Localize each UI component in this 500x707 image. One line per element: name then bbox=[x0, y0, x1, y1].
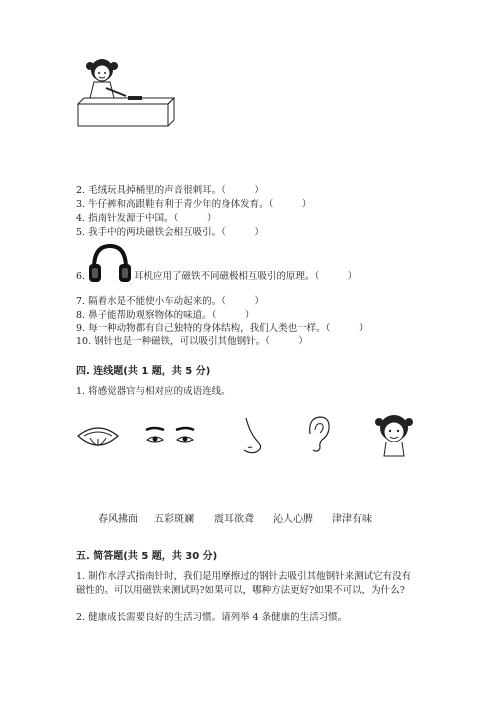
idiom-5: 津津有味 bbox=[332, 514, 372, 525]
section-5-heading: 五. 简答题(共 5 题，共 30 分) bbox=[76, 551, 218, 562]
item-3: 3. 牛仔裤和高跟鞋有利于青少年的身体发育。（ ） bbox=[76, 199, 312, 210]
ear-icon bbox=[304, 414, 332, 454]
headphones-icon bbox=[86, 240, 134, 288]
item-6-text: 耳机应用了磁铁不同磁极相互吸引的原理。（ ） bbox=[134, 271, 358, 282]
eyes-icon bbox=[144, 426, 196, 450]
girl-face-icon bbox=[374, 412, 414, 460]
item-2: 2. 毛绒玩具掉桶里的声音很刺耳。（ ） bbox=[76, 185, 264, 196]
section-5-question-2: 2. 健康成长需要良好的生活习惯。请列举 4 条健康的生活习惯。 bbox=[76, 612, 348, 623]
idiom-4: 沁人心脾 bbox=[273, 514, 313, 525]
item-7: 7. 隔着水是不能使小车动起来的。（ ） bbox=[76, 296, 264, 307]
girl-at-table-illustration bbox=[76, 56, 176, 132]
idiom-1: 春风拂面 bbox=[98, 514, 138, 525]
item-9: 9. 每一种动物都有自己独特的身体结构，我们人类也一样。（ ） bbox=[76, 323, 369, 334]
item-4: 4. 指南针发源于中国。（ ） bbox=[76, 213, 217, 224]
idiom-3: 震耳欲聋 bbox=[214, 514, 254, 525]
mouth-tongue-icon bbox=[74, 418, 122, 458]
nose-icon bbox=[236, 416, 266, 456]
idiom-2: 五彩斑斓 bbox=[154, 514, 194, 525]
section-4-heading: 四. 连线题(共 1 题，共 5 分) bbox=[76, 366, 211, 377]
item-5: 5. 我手中的两块磁铁会相互吸引。（ ） bbox=[76, 227, 264, 238]
item-6-number: 6. bbox=[76, 271, 86, 282]
item-10: 10. 钢针也是一种磁铁，可以吸引其他钢针。（ ） bbox=[76, 336, 308, 347]
section-4-question: 1. 将感觉器官与相对应的成语连线。 bbox=[76, 386, 231, 397]
section-5-question-1: 1. 制作水浮式指南针时，我们是用摩擦过的钢针去吸引其他钢针来测试它有没有磁性的。可以用磁铁来测试吗?如果可以，哪种方法更好?如果不可以，为什么? bbox=[76, 571, 412, 596]
item-8: 8. 鼻子能帮助观察物体的味道。（ ） bbox=[76, 310, 255, 321]
